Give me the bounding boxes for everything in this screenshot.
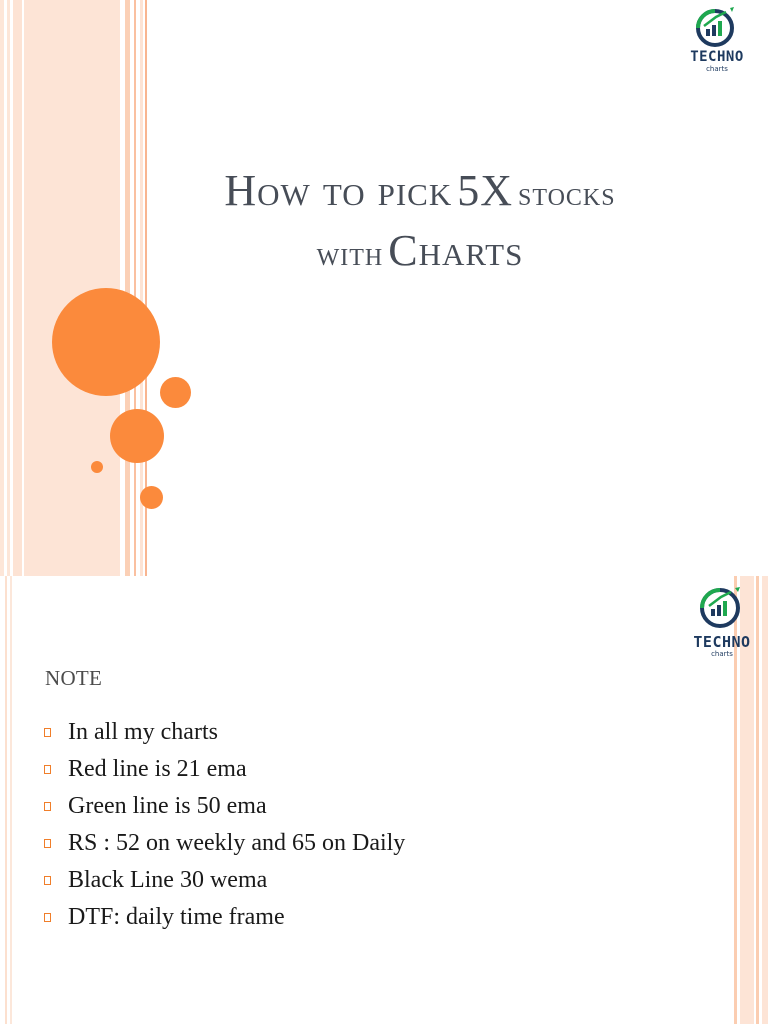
decorative-stripe — [134, 0, 136, 576]
bullet-text: Red line is 21 ema — [68, 756, 247, 782]
decorative-stripe — [0, 0, 4, 576]
list-item — [44, 899, 405, 936]
bullet-square-icon — [44, 765, 51, 774]
title-segment: 5X — [457, 166, 513, 215]
logo-subtitle: charts — [706, 65, 728, 73]
list-item — [44, 788, 405, 825]
title-line-2 — [170, 226, 670, 286]
decorative-stripe — [125, 0, 130, 576]
decorative-stripe — [7, 0, 10, 576]
note-bullet-list — [44, 714, 405, 936]
decorative-circle-small — [160, 377, 191, 408]
decorative-circle-large — [52, 288, 160, 396]
list-item — [44, 714, 405, 751]
decorative-circle-small — [140, 486, 163, 509]
decorative-stripe — [10, 576, 12, 1024]
bullet-text: Green line is 50 ema — [68, 793, 267, 819]
techno-charts-logo — [679, 582, 765, 662]
bullet-square-icon — [44, 802, 51, 811]
title-segment: stocks — [518, 176, 616, 213]
logo-wordmark: TECHNO — [693, 633, 751, 651]
decorative-circle-medium — [110, 409, 164, 463]
decorative-stripe — [5, 576, 7, 1024]
bullet-square-icon — [44, 839, 51, 848]
bullet-square-icon — [44, 913, 51, 922]
logo-wordmark: TECHNO — [690, 49, 744, 65]
note-slide — [0, 576, 768, 1024]
list-item — [44, 862, 405, 899]
list-item — [44, 825, 405, 862]
slide-title — [170, 166, 670, 286]
growth-chart-logo-icon — [679, 582, 765, 634]
bullet-text: DTF: daily time frame — [68, 904, 285, 930]
note-heading: NOTE — [45, 666, 103, 690]
bullet-square-icon — [44, 728, 51, 737]
bullet-square-icon — [44, 876, 51, 885]
title-segment: How to pick — [224, 166, 453, 215]
title-line-1 — [170, 166, 670, 226]
decorative-circle-dot — [91, 461, 103, 473]
logo-subtitle: charts — [711, 650, 733, 658]
decorative-stripe — [13, 0, 22, 576]
bullet-text: Black Line 30 wema — [68, 867, 268, 893]
bullet-text: RS : 52 on weekly and 65 on Daily — [68, 830, 406, 856]
list-item — [44, 751, 405, 788]
title-segment: Charts — [388, 226, 524, 275]
title-segment: with — [316, 236, 384, 273]
bullet-text: In all my charts — [68, 719, 218, 745]
techno-charts-logo — [674, 4, 760, 84]
